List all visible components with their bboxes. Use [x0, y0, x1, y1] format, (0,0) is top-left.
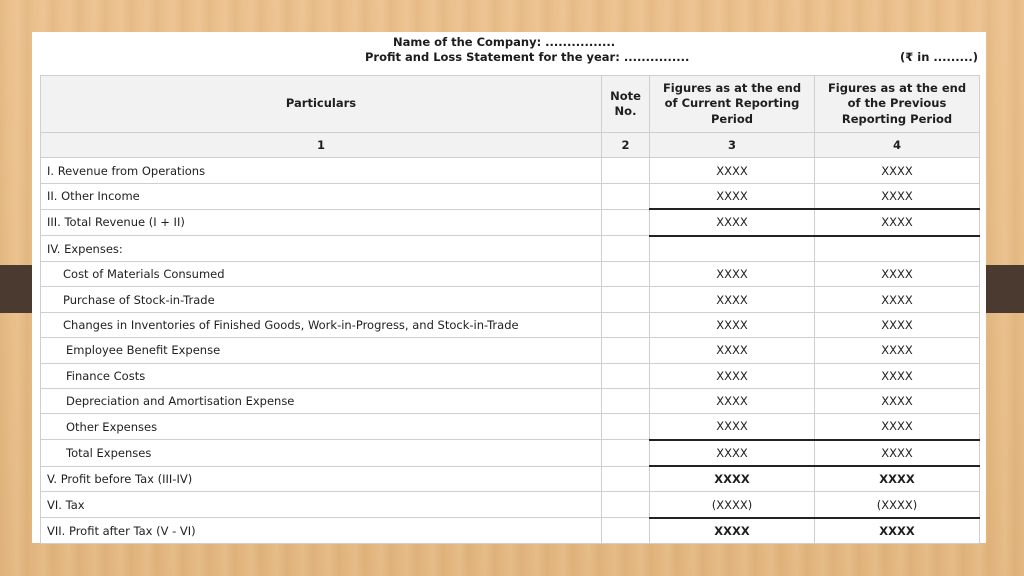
row-previous-value: XXXX	[815, 338, 980, 363]
row-previous-value: XXXX	[815, 312, 980, 337]
row-label: Other Expenses	[41, 414, 602, 440]
row-label: Changes in Inventories of Finished Goods, Work-in-Progress, and Stock-in-Trade	[41, 312, 602, 337]
row-note	[602, 209, 650, 235]
row-note	[602, 363, 650, 388]
column-header-particulars: Particulars	[41, 76, 602, 133]
row-current-value: XXXX	[650, 209, 815, 235]
row-note	[602, 492, 650, 518]
row-label: VI. Tax	[41, 492, 602, 518]
row-note	[602, 158, 650, 183]
row-note	[602, 261, 650, 286]
column-number: 1	[41, 133, 602, 158]
statement-sheet	[32, 32, 986, 543]
row-label: Depreciation and Amortisation Expense	[41, 388, 602, 413]
row-current-value: XXXX	[650, 440, 815, 466]
row-current-value: XXXX	[650, 287, 815, 312]
column-header-current-period: Figures as at the end of Current Reporting Period	[650, 76, 815, 133]
row-current-value: XXXX	[650, 183, 815, 209]
row-note	[602, 236, 650, 262]
row-previous-value	[815, 236, 980, 262]
row-label: VII. Profit after Tax (V - VI)	[41, 518, 602, 544]
table-row	[41, 158, 980, 183]
row-note	[602, 518, 650, 544]
row-label: Employee Benefit Expense	[41, 338, 602, 363]
column-number: 3	[650, 133, 815, 158]
row-label: Total Expenses	[41, 440, 602, 466]
table-row	[41, 363, 980, 388]
row-current-value: (XXXX)	[650, 492, 815, 518]
row-label: Cost of Materials Consumed	[41, 261, 602, 286]
row-previous-value: XXXX	[815, 440, 980, 466]
row-label: Purchase of Stock-in-Trade	[41, 287, 602, 312]
row-note	[602, 388, 650, 413]
table-row	[41, 209, 980, 235]
row-note	[602, 440, 650, 466]
table-header-row	[41, 76, 980, 133]
row-label: II. Other Income	[41, 183, 602, 209]
table-row	[41, 492, 980, 518]
row-previous-value: XXXX	[815, 183, 980, 209]
table-row	[41, 312, 980, 337]
table-row	[41, 518, 980, 544]
table-row	[41, 236, 980, 262]
right-side-band	[986, 265, 1024, 313]
row-previous-value: XXXX	[815, 414, 980, 440]
profit-loss-table	[40, 75, 980, 544]
row-note	[602, 287, 650, 312]
column-header-previous-period: Figures as at the end of the Previous Reporting Period	[815, 76, 980, 133]
statement-title-heading: Profit and Loss Statement for the year: ...............	[365, 50, 690, 64]
column-header-note-no: Note No.	[602, 76, 650, 133]
row-previous-value: XXXX	[815, 209, 980, 235]
row-current-value: XXXX	[650, 466, 815, 492]
row-current-value: XXXX	[650, 338, 815, 363]
row-previous-value: XXXX	[815, 287, 980, 312]
row-note	[602, 312, 650, 337]
column-number-row	[41, 133, 980, 158]
row-label: V. Profit before Tax (III-IV)	[41, 466, 602, 492]
row-previous-value: XXXX	[815, 363, 980, 388]
row-previous-value: XXXX	[815, 158, 980, 183]
row-current-value: XXXX	[650, 518, 815, 544]
row-previous-value: (XXXX)	[815, 492, 980, 518]
row-note	[602, 338, 650, 363]
table-row	[41, 440, 980, 466]
row-previous-value: XXXX	[815, 518, 980, 544]
table-row	[41, 183, 980, 209]
row-current-value: XXXX	[650, 312, 815, 337]
table-row	[41, 261, 980, 286]
row-previous-value: XXXX	[815, 466, 980, 492]
table-row	[41, 287, 980, 312]
column-number: 4	[815, 133, 980, 158]
row-current-value: XXXX	[650, 261, 815, 286]
row-note	[602, 183, 650, 209]
row-note	[602, 466, 650, 492]
table-row	[41, 338, 980, 363]
row-current-value: XXXX	[650, 414, 815, 440]
table-row	[41, 466, 980, 492]
row-label: I. Revenue from Operations	[41, 158, 602, 183]
row-current-value: XXXX	[650, 388, 815, 413]
row-label: IV. Expenses:	[41, 236, 602, 262]
table-row	[41, 388, 980, 413]
row-label: III. Total Revenue (I + II)	[41, 209, 602, 235]
row-previous-value: XXXX	[815, 261, 980, 286]
row-current-value: XXXX	[650, 363, 815, 388]
row-label: Finance Costs	[41, 363, 602, 388]
column-number: 2	[602, 133, 650, 158]
table-row	[41, 414, 980, 440]
left-side-band	[0, 265, 34, 313]
row-current-value	[650, 236, 815, 262]
row-current-value: XXXX	[650, 158, 815, 183]
company-name-heading: Name of the Company: ................	[393, 35, 616, 49]
row-note	[602, 414, 650, 440]
currency-note: (₹ in .........)	[900, 50, 978, 64]
row-previous-value: XXXX	[815, 388, 980, 413]
